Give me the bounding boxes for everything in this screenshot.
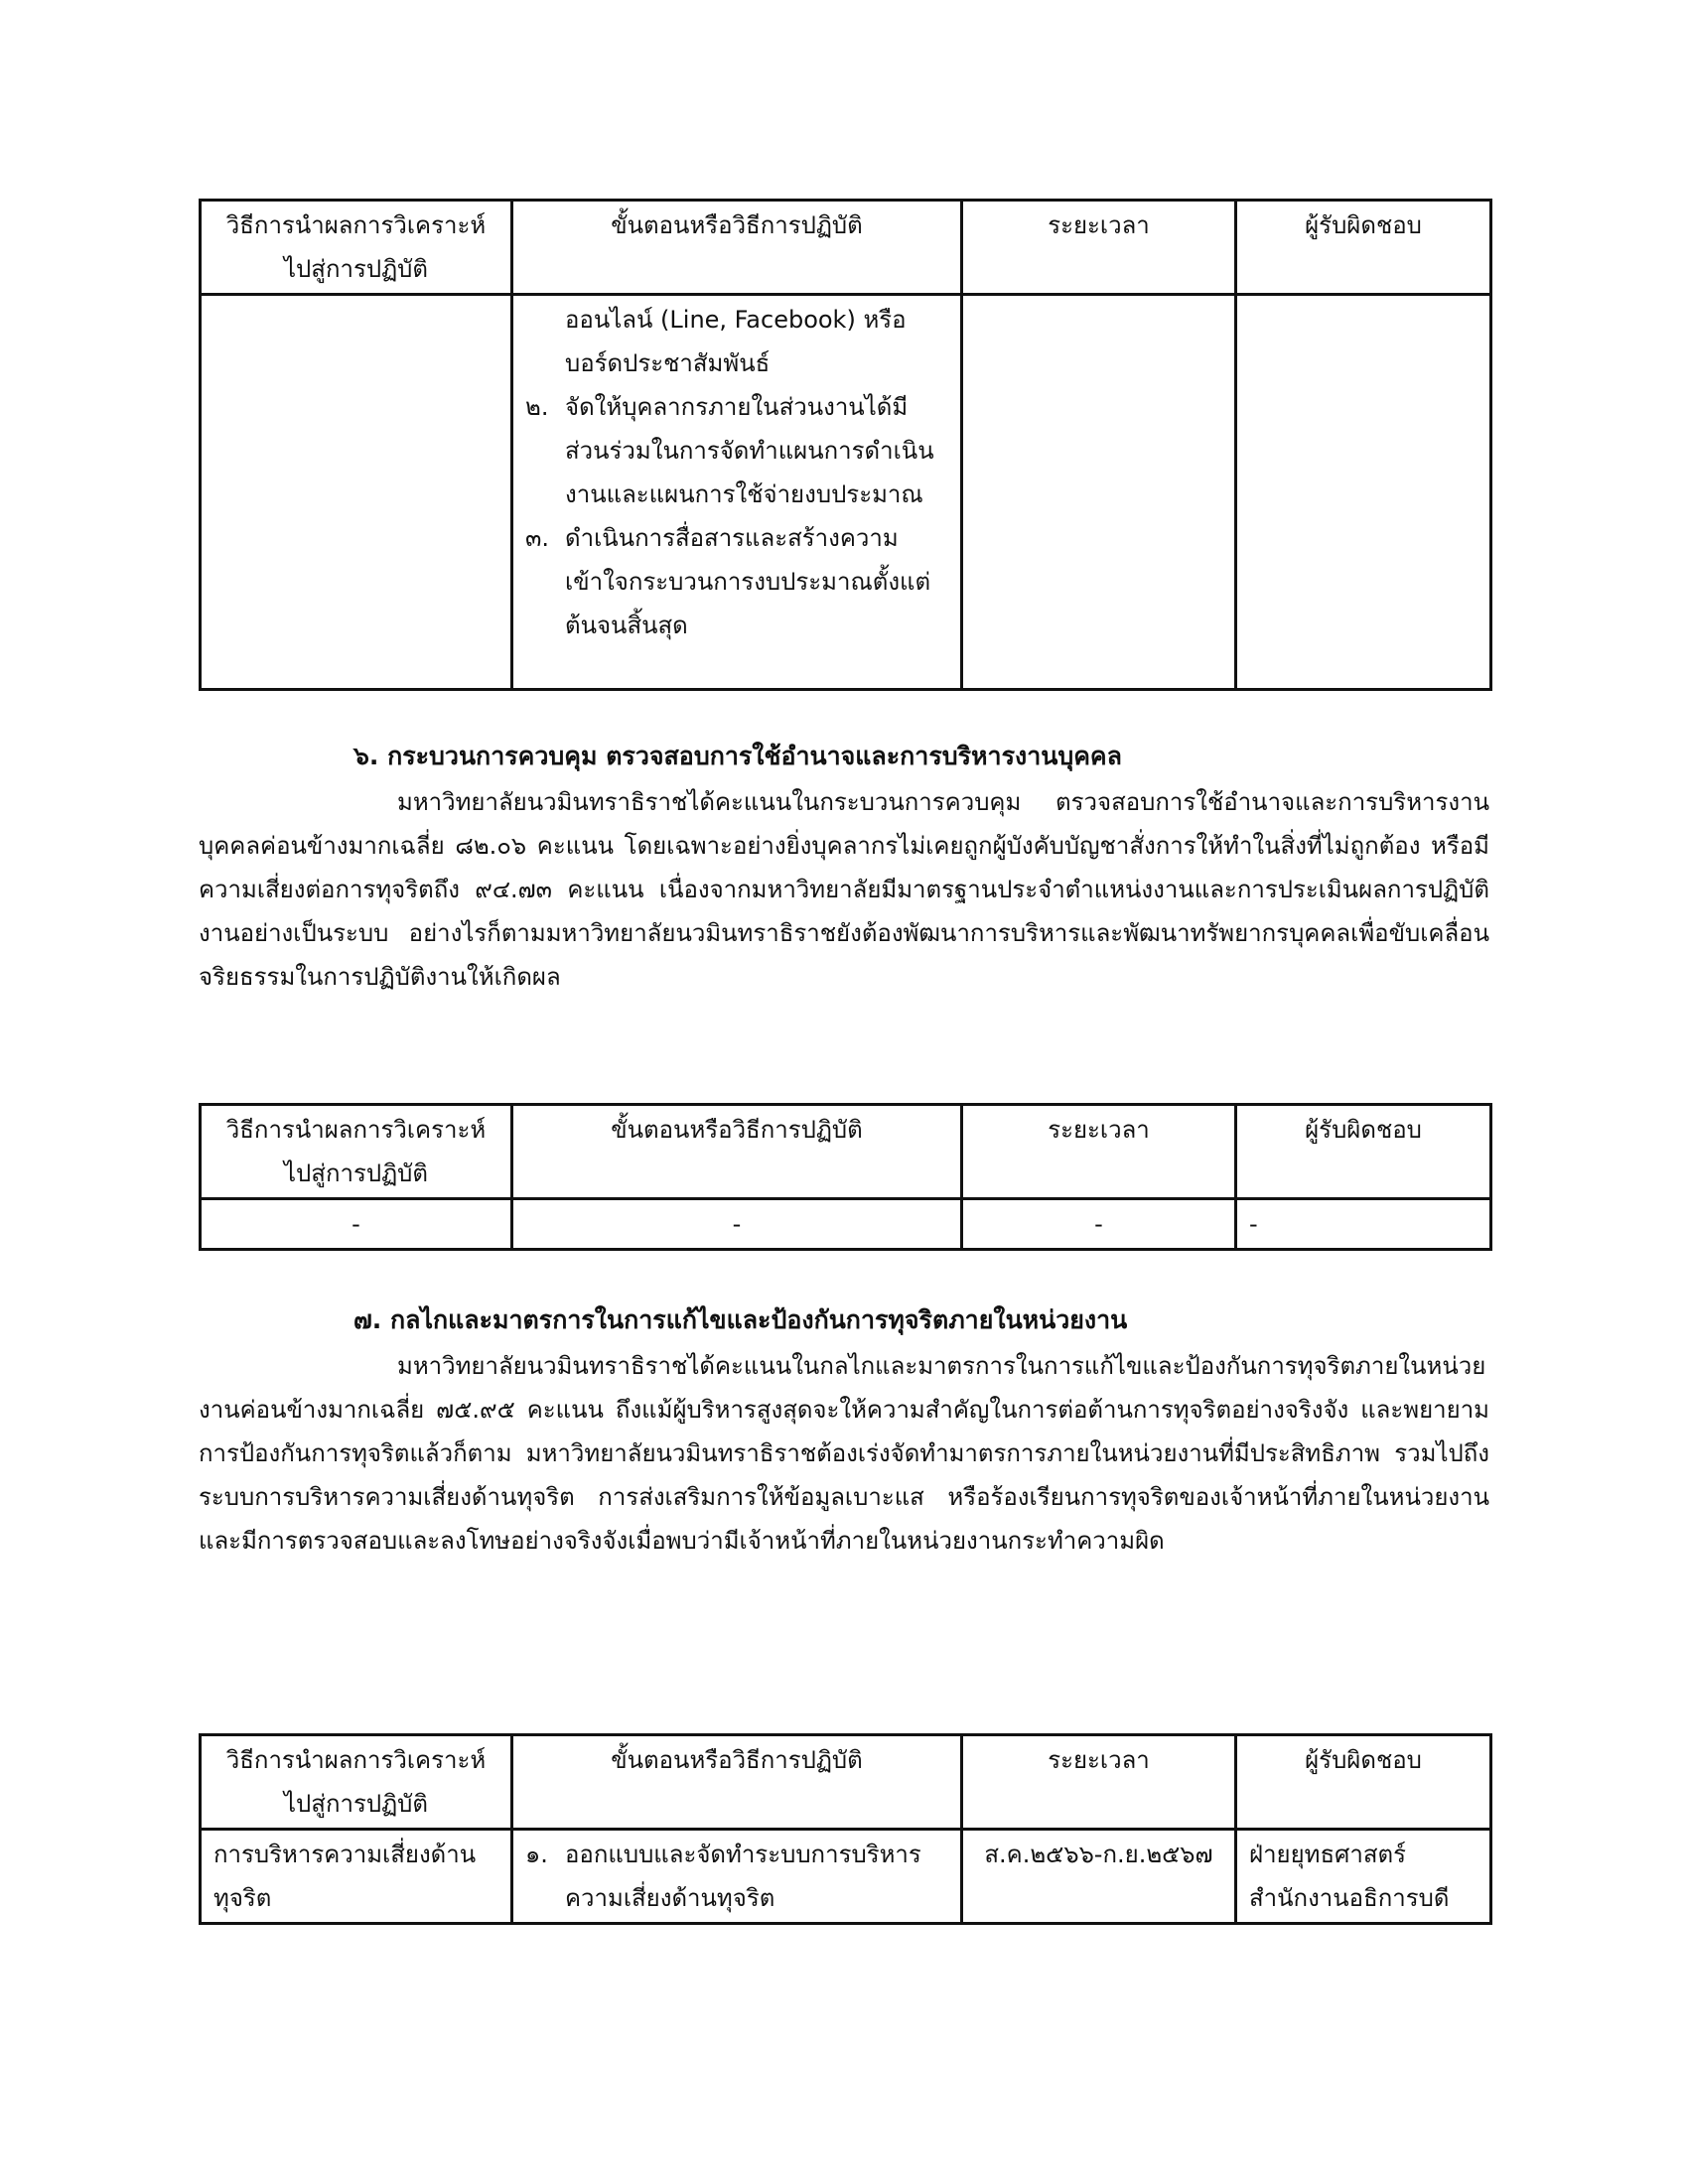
cell-approach [201,295,512,690]
step-text: ออนไลน์ (Line, Facebook) หรือบอร์ดประชาสัมพันธ์ [565,306,907,377]
step-item [525,516,948,647]
header-steps: ขั้นตอนหรือวิธีการปฏิบัติ [512,1105,962,1199]
table-row [201,295,1491,690]
table-header-row [201,1105,1491,1199]
header-period: ระยะเวลา [962,1735,1236,1830]
step-text: ดำเนินการสื่อสารและสร้างความเข้าใจกระบวนการงบประมาณตั้งแต่ต้นจนสิ้นสุด [565,524,931,639]
header-approach: วิธีการนำผลการวิเคราะห์ไปสู่การปฏิบัติ [201,201,512,295]
step-item [525,1833,948,1920]
header-responsible: ผู้รับผิดชอบ [1236,201,1491,295]
step-number: ๓. [525,524,550,552]
cell-steps [512,1830,962,1924]
cell-steps [512,295,962,690]
section-7-table [199,1733,1492,1925]
cell-approach: - [201,1199,512,1250]
action-table-continued [199,199,1492,691]
step-text: จัดให้บุคลากรภายในส่วนงานได้มีส่วนร่วมในการจัดทำแผนการดำเนินงานและแผนการใช้จ่ายงบประมาณ [565,393,934,508]
step-item [525,385,948,516]
header-approach: วิธีการนำผลการวิเคราะห์ไปสู่การปฏิบัติ [201,1105,512,1199]
responsible-office: สำนักงานอธิการบดี [1249,1884,1450,1912]
header-period: ระยะเวลา [962,1105,1236,1199]
header-period: ระยะเวลา [962,201,1236,295]
cell-period: - [962,1199,1236,1250]
step-number: ๑. [525,1841,548,1868]
table-row [201,1830,1491,1924]
table-row [201,1199,1491,1250]
cell-responsible [1236,1830,1491,1924]
cell-steps: - [512,1199,962,1250]
section-6-table [199,1103,1492,1251]
section-7-heading: ๗. กลไกและมาตรการในการแก้ไขและป้องกันการทุจริตภายในหน่วยงาน [353,1305,1128,1334]
step-number: ๒. [525,393,549,421]
table-header-row [201,1735,1491,1830]
responsible-unit: ฝ่ายยุทธศาสตร์ [1249,1841,1406,1868]
header-steps: ขั้นตอนหรือวิธีการปฏิบัติ [512,201,962,295]
header-responsible: ผู้รับผิดชอบ [1236,1105,1491,1199]
section-6-heading: ๖. กระบวนการควบคุม ตรวจสอบการใช้อำนาจและการบริหารงานบุคคล [353,742,1122,770]
cell-period: ส.ค.๒๕๖๖-ก.ย.๒๕๖๗ [962,1830,1236,1924]
section-7-paragraph: มหาวิทยาลัยนวมินทราธิราชได้คะแนนในกลไกและมาตรการในการแก้ไขและป้องกันการทุจริตภายในหน่วยงานค่อนข้างมากเฉลี่ย ๗๕.๙๕ คะแนน ถึงแม้ผู้บริหารสูงสุดจะให้ความสำคัญในการต่อต้านการทุจริตอย่างจริงจัง และพยายามการป้องกันการทุจริตแล้วก็ตาม มหาวิทยาลัยนวมินทราธิราชต้องเร่งจัดทำมาตรการภายในหน่วยงานที่มีประสิทธิภาพ รวมไปถึงระบบการบริหารความเสี่ยงด้านทุจริต การส่งเสริมการให้ข้อมูลเบาะแส หรือร้องเรียนการทุจริตของเจ้าหน้าที่ภายในหน่วยงาน และมีการตรวจสอบและลงโทษอย่างจริงจังเมื่อพบว่ามีเจ้าหน้าที่ภายในหน่วยงานกระทำความผิด [199,1352,1489,1555]
table-header-row [201,201,1491,295]
section-6-paragraph: มหาวิทยาลัยนวมินทราธิราชได้คะแนนในกระบวนการควบคุม ตรวจสอบการใช้อำนาจและการบริหารงานบุคคลค่อนข้างมากเฉลี่ย ๘๒.๐๖ คะแนน โดยเฉพาะอย่างยิ่งบุคลากรไม่เคยถูกผู้บังคับบัญชาสั่งการให้ทำในสิ่งที่ไม่ถูกต้อง หรือมีความเสี่ยงต่อการทุจริตถึง ๙๔.๗๓ คะแนน เนื่องจากมหาวิทยาลัยมีมาตรฐานประจำตำแหน่งงานและการประเมินผลการปฏิบัติงานอย่างเป็นระบบ อย่างไรก็ตามมหาวิทยาลัยนวมินทราธิราชยังต้องพัฒนาการบริหารและพัฒนาทรัพยากรบุคคลเพื่อขับเคลื่อนจริยธรรมในการปฏิบัติงานให้เกิดผล [199,788,1489,991]
cell-period [962,295,1236,690]
step-item [565,298,948,385]
header-responsible: ผู้รับผิดชอบ [1236,1735,1491,1830]
cell-responsible: - [1236,1199,1491,1250]
cell-approach: การบริหารความเสี่ยงด้านทุจริต [201,1830,512,1924]
header-approach: วิธีการนำผลการวิเคราะห์ไปสู่การปฏิบัติ [201,1735,512,1830]
cell-responsible [1236,295,1491,690]
step-text: ออกแบบและจัดทำระบบการบริหารความเสี่ยงด้านทุจริต [565,1841,921,1912]
header-steps: ขั้นตอนหรือวิธีการปฏิบัติ [512,1735,962,1830]
